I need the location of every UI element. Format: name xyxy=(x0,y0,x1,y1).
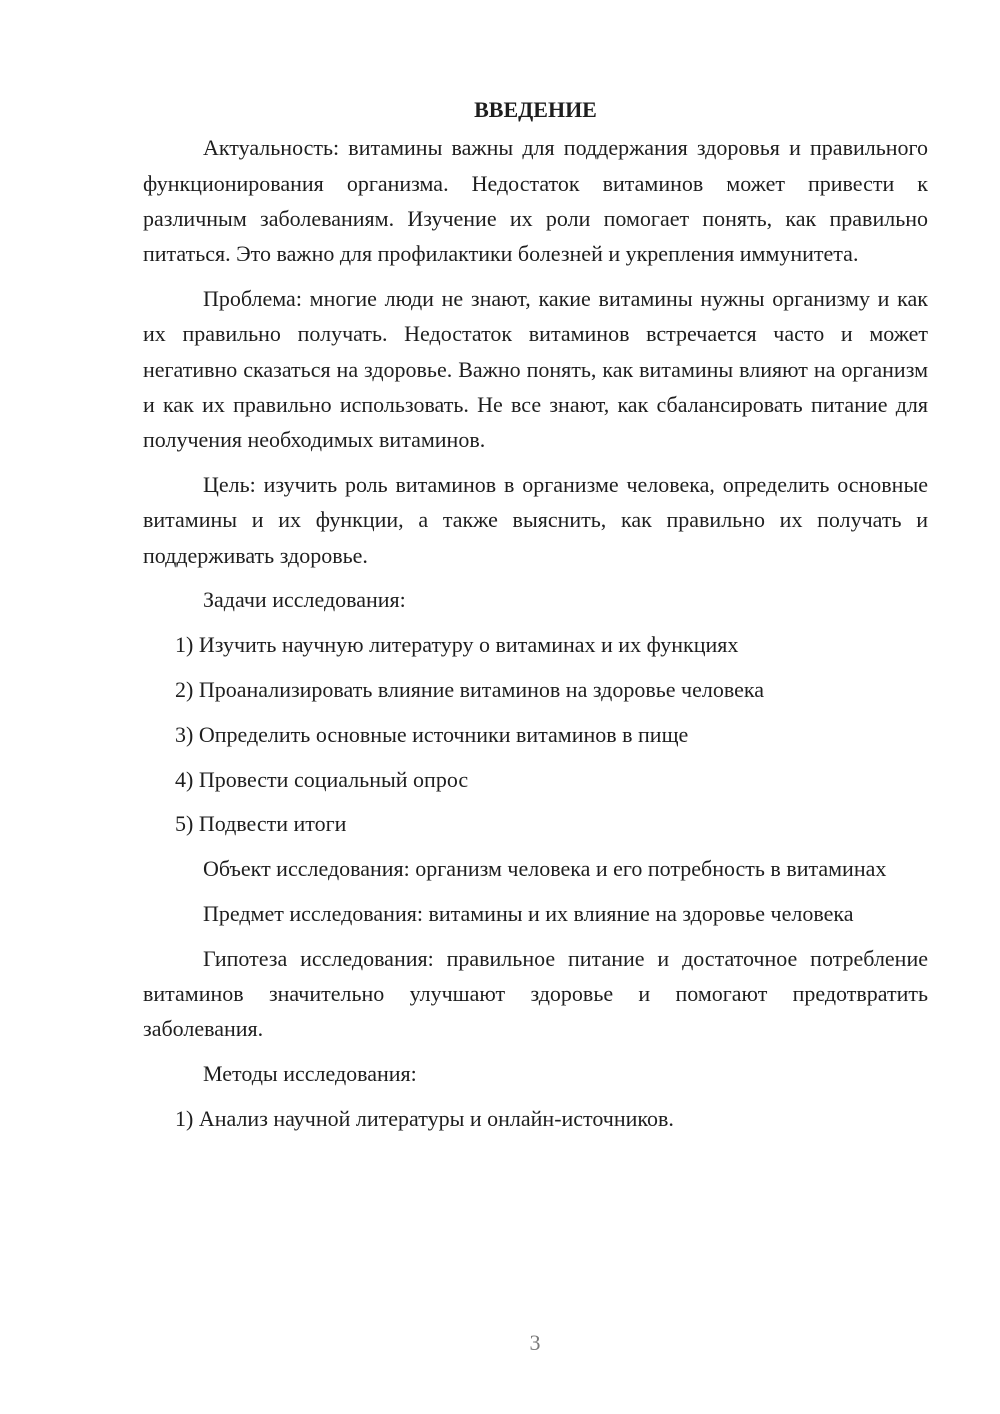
list-item: 1) Изучить научную литературу о витаминах и их функциях xyxy=(175,632,739,658)
relevance-paragraph: Актуальность: витамины важны для поддержания здоровья и правильного функционирования организма. Недостаток витаминов может привести к различным заболеваниям. Изучение их роли помогает понять, как правильно питаться. Это важно для профилактики болезней и укрепления иммунитета. xyxy=(143,135,928,267)
page-number: 3 xyxy=(529,1330,541,1355)
tasks-heading: Задачи исследования: xyxy=(203,587,406,613)
list-item: 5) Подвести итоги xyxy=(175,811,347,837)
tasks-list xyxy=(143,627,928,841)
methods-heading: Методы исследования: xyxy=(203,1061,417,1087)
page-content xyxy=(143,92,928,1146)
list-item: 1) Анализ научной литературы и онлайн-источников. xyxy=(175,1105,674,1131)
problem-paragraph: Проблема: многие люди не знают, какие витамины нужны организму и как их правильно получать. Недостаток витаминов встречается часто и может негативно сказаться на здоровье. Важно понять, как витамины влияют на организм и как их правильно использовать. Не все знают, как сбалансировать питание для получения необходимых витаминов. xyxy=(143,285,928,453)
hypothesis-paragraph: Гипотеза исследования: правильное питание и достаточное потребление витаминов значительно улучшают здоровье и помогают предотвратить заболевания. xyxy=(143,945,928,1042)
list-item: 4) Провести социальный опрос xyxy=(175,766,469,792)
object-paragraph: Объект исследования: организм человека и его потребность в витаминах xyxy=(203,856,887,882)
list-item: 2) Проанализировать влияние витаминов на здоровье человека xyxy=(175,676,764,702)
list-item: 3) Определить основные источники витаминов в пище xyxy=(175,721,689,747)
goal-paragraph: Цель: изучить роль витаминов в организме человека, определить основные витамины и их функции, а также выяснить, как правильно их получать и поддерживать здоровье. xyxy=(143,471,928,568)
section-heading: ВВЕДЕНИЕ xyxy=(474,97,597,122)
methods-list xyxy=(143,1101,928,1136)
subject-paragraph: Предмет исследования: витамины и их влияние на здоровье человека xyxy=(203,900,854,926)
